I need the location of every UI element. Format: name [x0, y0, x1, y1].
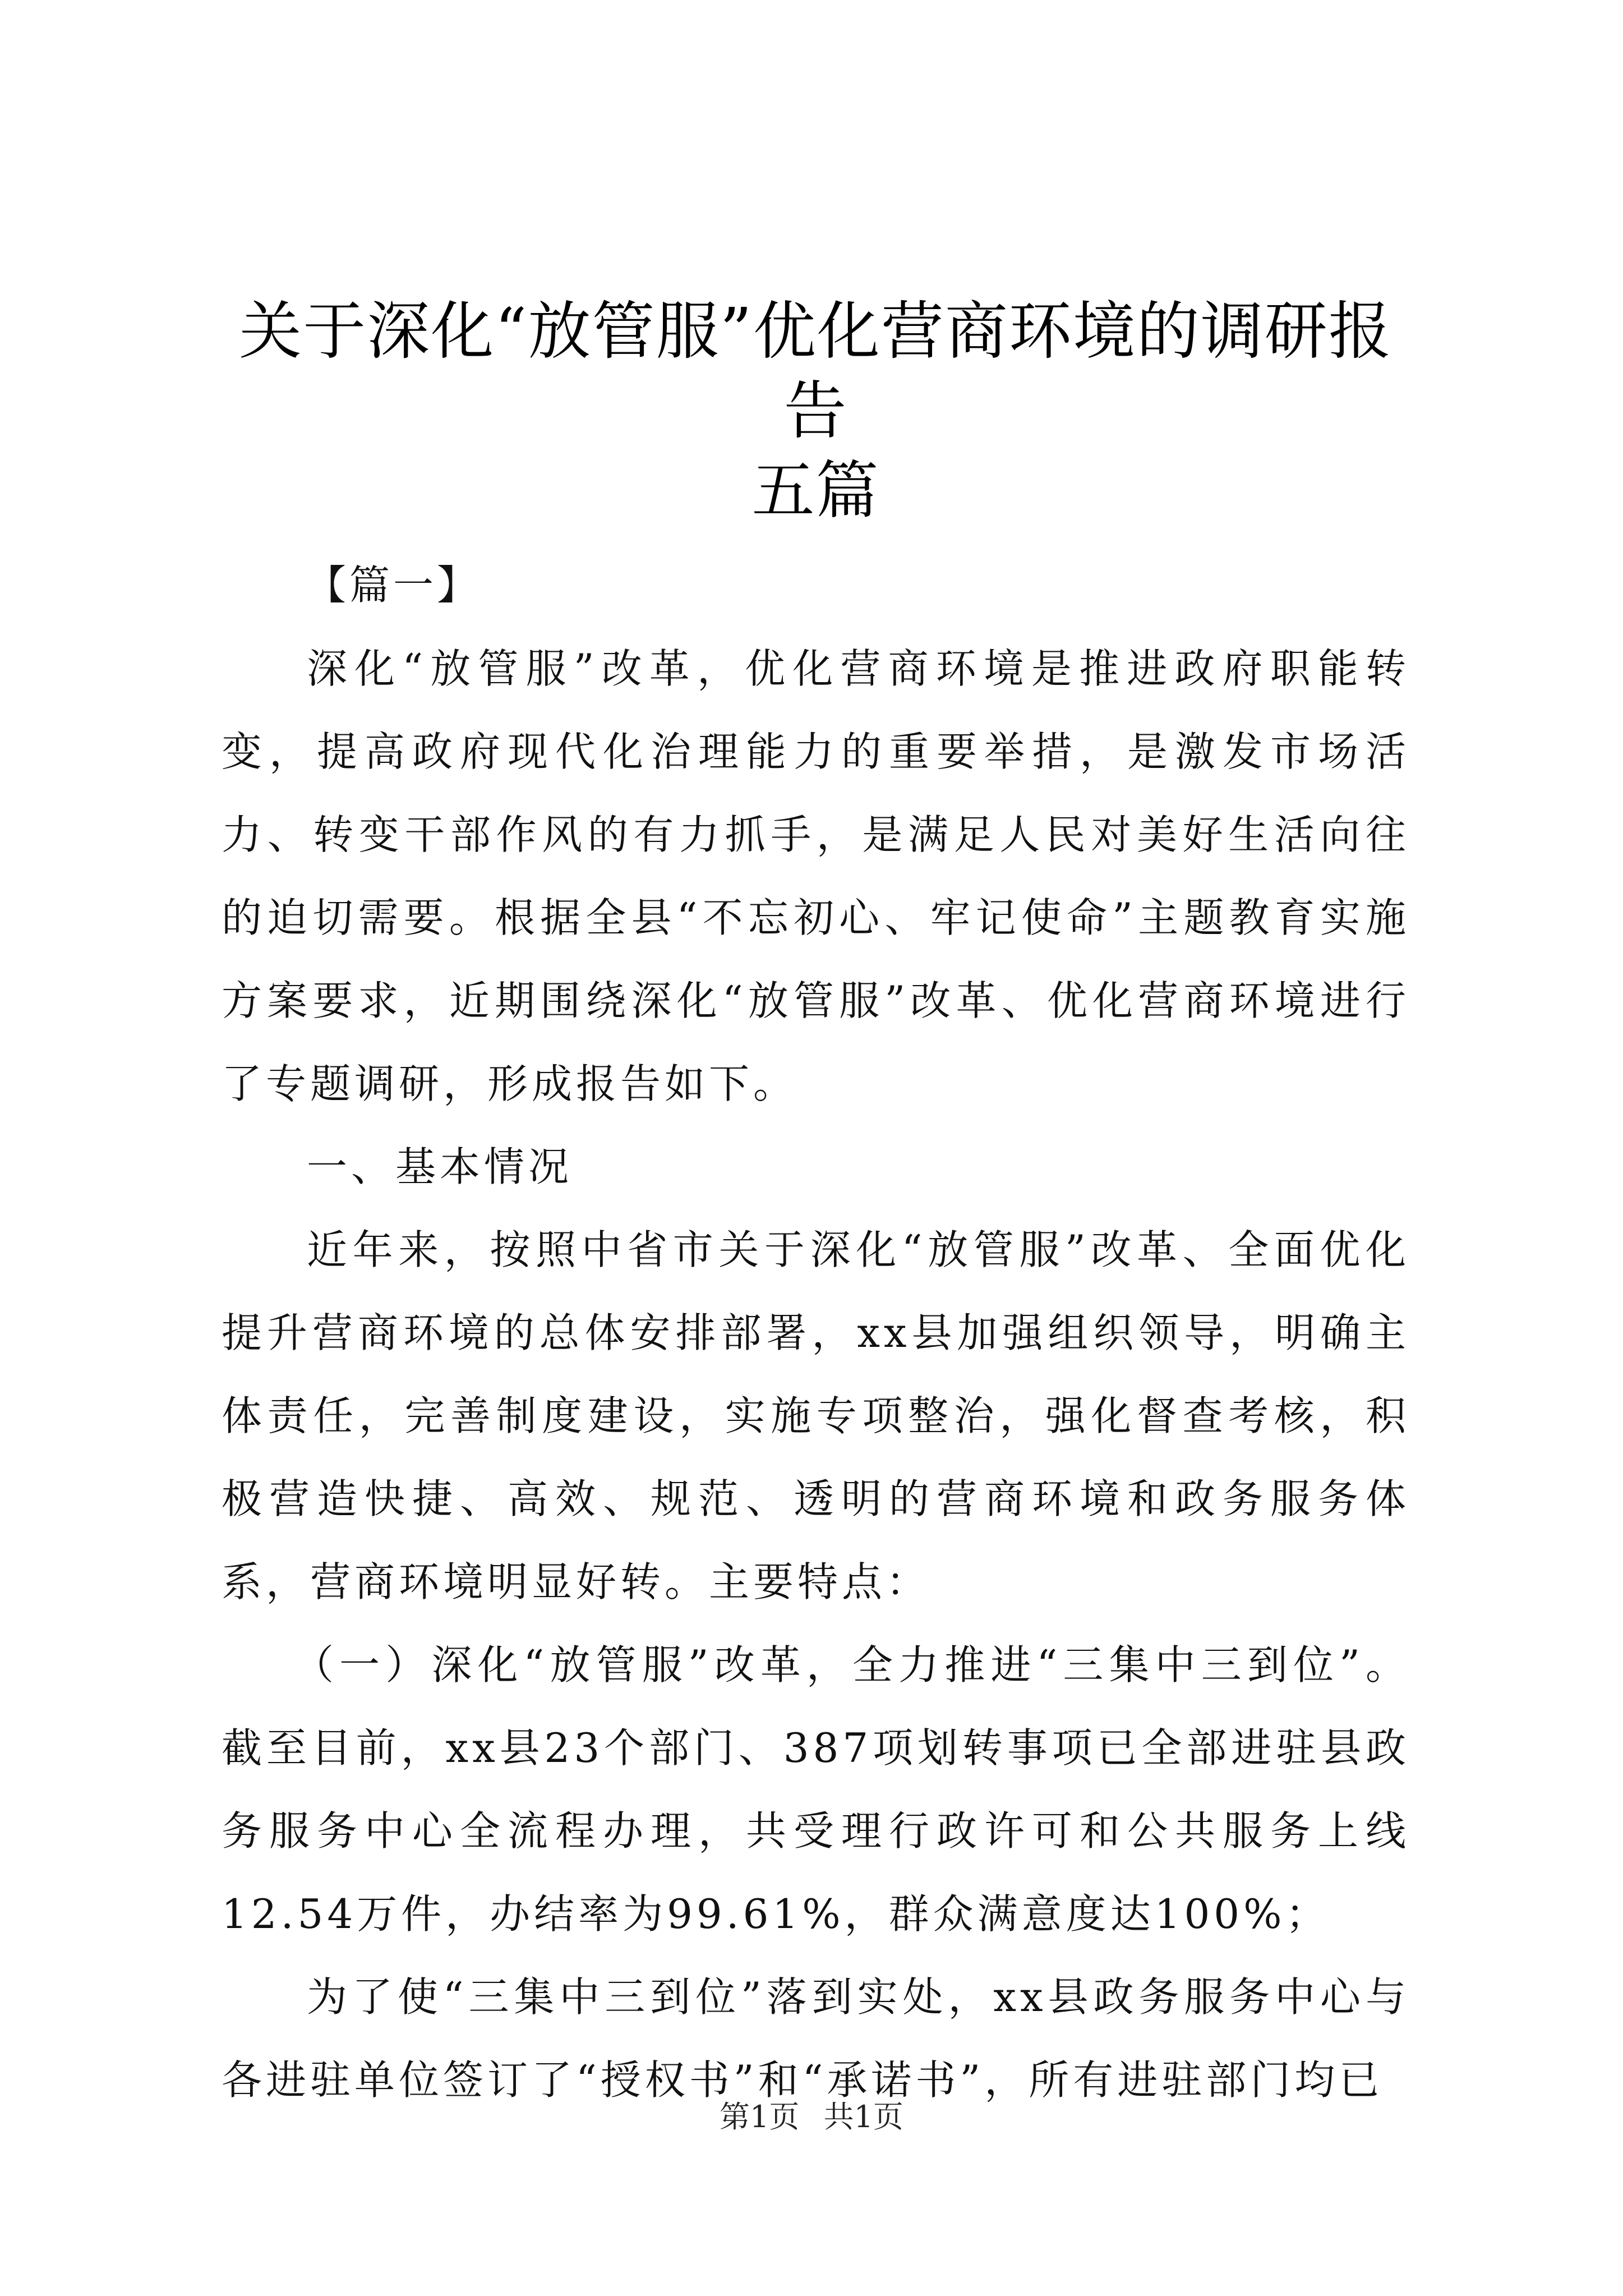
paragraph-overview: 近年来，按照中省市关于深化“放管服”改革、全面优化提升营商环境的总体安排部署，xx县加强组织领导，明确主体责任，完善制度建设，实施专项整治，强化督查考核，积极营造快捷、高效、规范、透明的营商环境和政务服务体系，营商环境明显好转。主要特点：: [222, 1226, 1410, 1605]
page-footer: [0, 2099, 1623, 2135]
paragraph-intro: 深化“放管服”改革，优化营商环境是推进政府职能转变，提高政府现代化治理能力的重要举措，是激发市场活力、转变干部作风的有力抓手，是满足人民对美好生活向往的迫切需要。根据全县“不忘初心、牢记使命”主题教育实施方案要求，近期围绕深化“放管服”改革、优化营商环境进行了专题调研，形成报告如下。: [222, 645, 1410, 1107]
document-title-line-1: 关于深化“放管服”优化营商环境的调研报告: [239, 295, 1393, 448]
document-title-line-2: 五篇: [751, 454, 880, 527]
document-body: [222, 543, 1410, 2122]
document-title: [222, 0, 1410, 531]
section-label: 【篇一】: [306, 562, 481, 609]
paragraph-point-one: （一）深化“放管服”改革，全力推进“三集中三到位”。截至目前，xx县23个部门、387项划转事项已全部进驻县政务服务中心全流程办理，共受理行政许可和公共服务上线12.54万件，办结率为99.61%，群众满意度达100%；: [222, 1641, 1410, 1938]
paragraph-implementation: 为了使“三集中三到位”落到实处，xx县政务服务中心与各进驻单位签订了“授权书”和“承诺书”，所有进驻部门均已: [222, 1973, 1410, 2104]
page-number-total: 共1页: [823, 2099, 903, 2134]
heading-basic-situation: 一、基本情况: [307, 1143, 573, 1190]
page-number-current: 第1页: [720, 2099, 800, 2134]
